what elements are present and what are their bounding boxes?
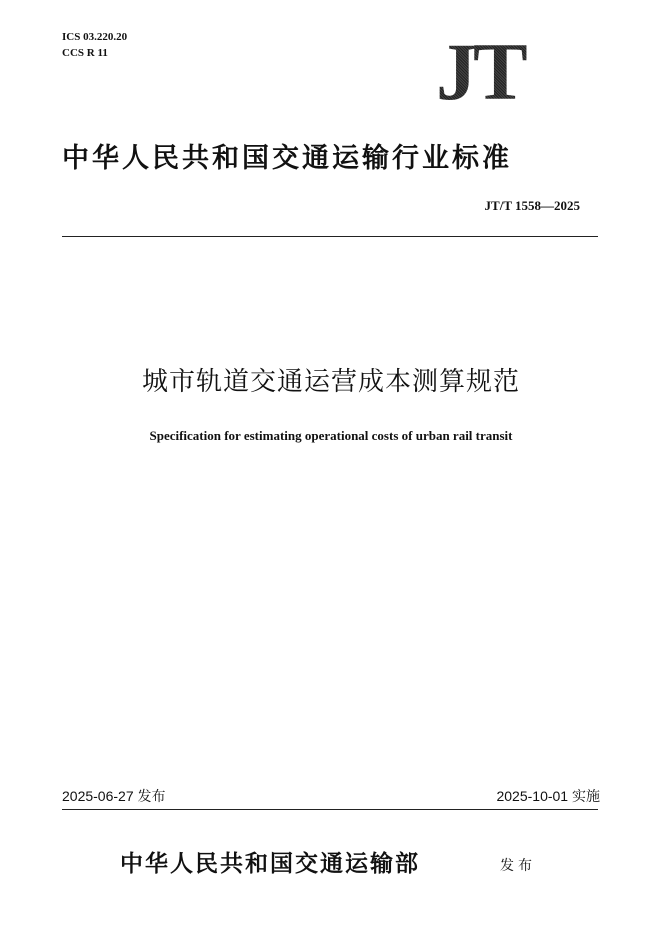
jt-logo: [436, 26, 562, 117]
ics-code: ICS 03.220.20: [62, 31, 128, 43]
standard-number: JT/T 1558—2025: [484, 198, 580, 213]
industry-standard-title: 中华人民共和国交通运输行业标准: [62, 143, 512, 174]
publish-label: 发布: [500, 858, 536, 874]
top-divider: [62, 236, 598, 237]
bottom-divider: [62, 809, 598, 810]
document-title-english: Specification for estimating operational costs of urban rail transit: [149, 428, 513, 443]
publisher-name: 中华人民共和国交通运输部: [120, 850, 420, 877]
jt-logo-text: JT: [436, 40, 562, 104]
ccs-code: CCS R 11: [62, 47, 108, 59]
implementation-date: 2025-10-01 实施: [496, 788, 600, 804]
issue-date: 2025-06-27 发布: [62, 788, 166, 804]
document-title-chinese: 城市轨道交通运营成本测算规范: [141, 367, 520, 397]
